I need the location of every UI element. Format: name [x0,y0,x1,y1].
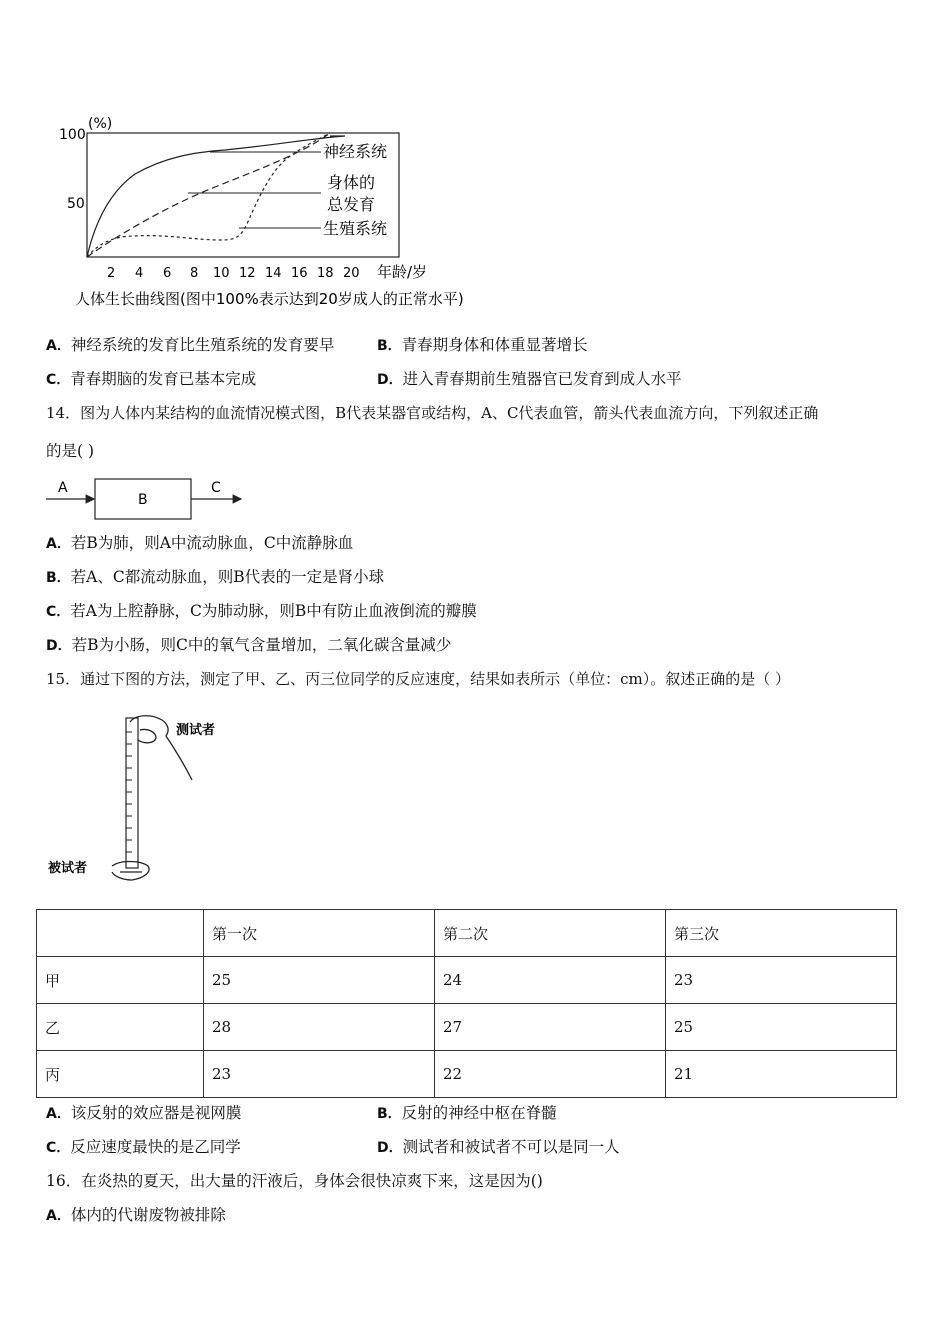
y-tick-50: 50 [67,196,85,212]
label-c: C． [46,372,71,388]
label-b: B． [46,570,71,586]
ruler-drop-illustration [44,708,244,888]
table-header-cell: 第二次 [435,910,666,957]
label-b: B． [377,1106,402,1122]
table-cell: 24 [435,957,666,1004]
label-a: A． [46,338,71,354]
q16-option-a-text: 体内的代谢废物被排除 [70,1206,226,1224]
table-cell: 23 [204,1051,435,1098]
table-cell: 25 [204,957,435,1004]
q15-option-c[interactable] [46,1136,241,1159]
q13-option-a[interactable] [46,334,334,357]
legend-body-2: 总发育 [327,195,376,214]
table-cell: 甲 [37,957,204,1004]
q15-option-a-text: 该反射的效应器是视网膜 [70,1104,242,1122]
label-a: A． [46,536,71,552]
subject-label: 被试者 [48,861,88,876]
label-d: D． [46,638,72,654]
table-cell: 27 [435,1004,666,1051]
q13-option-a-text: 神经系统的发育比生殖系统的发育要早 [70,336,335,354]
q16-stem: 16．在炎热的夏天，出大量的汗液后，身体会很快凉爽下来，这是因为() [46,1172,543,1190]
q13-option-d[interactable] [377,368,682,391]
q14-option-a-text: 若B为肺，则A中流动脉血，C中流静脉血 [70,534,354,552]
q13-option-d-text: 进入青春期前生殖器官已发育到成人水平 [402,370,682,388]
x-tick: 4 [135,266,144,281]
label-d: D． [377,1140,403,1156]
q16-option-a[interactable] [46,1204,226,1227]
ruler [126,718,138,868]
q13-option-b-text: 青春期身体和体重显著增长 [401,336,588,354]
q14-stem-line2: 的是( ) [46,442,95,460]
growth-curve-chart [55,112,575,312]
q14-option-c-text: 若A为上腔静脉，C为肺动脉，则B中有防止血液倒流的瓣膜 [70,602,477,620]
q14-stem-line1: 14．图为人体内某结构的血流情况模式图，B代表某器官或结构，A、C代表血管，箭头代表血流方向，下列叙述正确 [46,404,819,422]
table-row [37,957,897,1004]
q14-option-c[interactable] [46,600,477,623]
q14-option-d[interactable] [46,634,451,657]
blood-flow-diagram [44,474,254,524]
vessel-a-label: A [58,480,68,496]
q14-option-b[interactable] [46,566,384,589]
x-ticks [107,266,360,281]
label-a: A． [46,1106,71,1122]
label-b: B． [377,338,402,354]
y-unit-label: (%) [88,116,113,132]
legend-nervous: 神经系统 [323,142,388,161]
q15-option-b[interactable] [377,1102,557,1125]
table-cell: 22 [435,1051,666,1098]
q13-option-b[interactable] [377,334,588,357]
table-header-cell [37,910,204,957]
q15-option-b-text: 反射的神经中枢在脊髓 [401,1104,557,1122]
x-tick: 6 [163,266,172,281]
table-header-cell: 第一次 [204,910,435,957]
label-c: C． [46,1140,71,1156]
organ-b-label: B [138,492,148,508]
x-tick: 8 [190,266,199,281]
legend-body-1: 身体的 [327,173,376,192]
label-d: D． [377,372,403,388]
table-header-row [37,910,897,957]
table-row [37,1051,897,1098]
legend-reproductive: 生殖系统 [323,219,388,238]
q15-stem: 15．通过下图的方法，测定了甲、乙、丙三位同学的反应速度，结果如表所示（单位：cm）。叙述正确的是（ ） [46,670,790,688]
x-tick: 2 [107,266,116,281]
table-cell: 21 [666,1051,897,1098]
table-cell: 丙 [37,1051,204,1098]
label-a: A． [46,1208,71,1224]
x-tick: 14 [265,266,282,281]
vessel-c-label: C [211,480,221,496]
x-tick: 16 [291,266,308,281]
table-cell: 25 [666,1004,897,1051]
x-tick: 10 [213,266,230,281]
table-header-cell: 第三次 [666,910,897,957]
x-tick: 20 [343,266,360,281]
q14-option-d-text: 若B为小肠，则C中的氧气含量增加，二氧化碳含量减少 [71,636,452,654]
x-tick: 12 [239,266,256,281]
label-c: C． [46,604,71,620]
table-cell: 乙 [37,1004,204,1051]
chart-caption: 人体生长曲线图(图中100%表示达到20岁成人的正常水平) [75,290,464,308]
q15-option-a[interactable] [46,1102,241,1125]
x-tick: 18 [317,266,334,281]
tester-label: 测试者 [176,723,216,738]
table-row [37,1004,897,1051]
q13-option-c[interactable] [46,368,256,391]
x-axis-label: 年龄/岁 [377,263,428,281]
q15-option-c-text: 反应速度最快的是乙同学 [70,1138,241,1156]
y-tick-100: 100 [59,127,86,143]
table-cell: 28 [204,1004,435,1051]
q13-option-c-text: 青春期脑的发育已基本完成 [70,370,257,388]
q15-option-d-text: 测试者和被试者不可以是同一人 [402,1138,620,1156]
q15-option-d[interactable] [377,1136,620,1159]
reaction-results-table [36,909,897,1098]
q14-option-b-text: 若A、C都流动脉血，则B代表的一定是肾小球 [70,568,385,586]
table-cell: 23 [666,957,897,1004]
q14-option-a[interactable] [46,532,353,555]
nervous-system-curve [87,136,345,257]
